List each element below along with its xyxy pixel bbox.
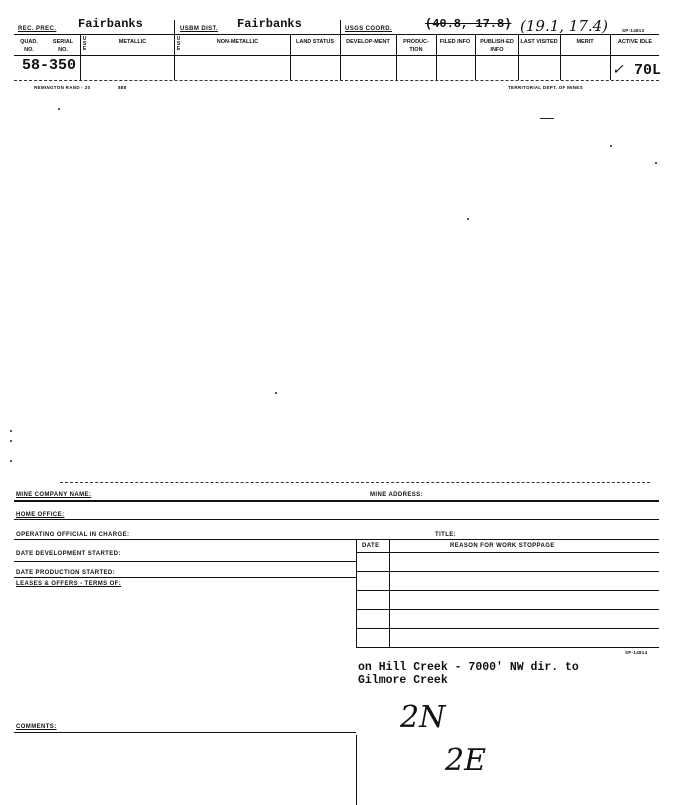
rule-home-office	[14, 519, 659, 520]
comments-label: COMMENTS:	[16, 724, 57, 730]
stoppage-reason-header: REASON FOR WORK STOPPAGE	[450, 543, 555, 549]
col-land-status: LAND STATUS	[296, 39, 334, 45]
usgs-coord-handwritten: (19.1, 17.4)	[520, 17, 609, 35]
col-development: DEVELOP-MENT	[346, 39, 390, 45]
location-note-line-2: Gilmore Creek	[358, 674, 448, 687]
printer-label: REMINGTON RAND - 20	[34, 85, 91, 90]
rule-official	[14, 539, 659, 540]
header-rule	[14, 34, 659, 35]
column-header-rule	[14, 55, 659, 56]
active-idle-value: 70L	[634, 62, 662, 79]
usbm-dist-label: USBM DIST.	[180, 26, 219, 32]
col-serial-no: SERIAL NO.	[52, 39, 74, 53]
rec-prec-value: Fairbanks	[78, 17, 143, 31]
col-last-visited: LAST VISITED	[520, 39, 558, 45]
printer-code: 888	[118, 85, 127, 90]
handwritten-range: 2E	[445, 743, 486, 778]
usbm-dist-value: Fairbanks	[237, 17, 302, 31]
handwritten-township: 2N	[400, 700, 446, 735]
col-non-metallic: NON-METALLIC	[216, 39, 259, 45]
quad-serial-value: 58-350	[22, 57, 77, 74]
lower-top-separator	[60, 482, 650, 483]
active-check-mark: ✓	[612, 62, 624, 78]
location-note	[358, 661, 579, 687]
leases-offers-label: LEASES & OFFERS - TERMS OF:	[16, 581, 122, 587]
col-active-idle: ACTIVE IDLE	[617, 39, 653, 45]
home-office-label: HOME OFFICE:	[16, 512, 65, 518]
col-use-nonmetallic: U S E	[176, 36, 181, 52]
rec-prec-label: REC. PREC.	[18, 26, 57, 32]
form-number-top: SP-14813	[622, 28, 645, 33]
department-label: TERRITORIAL DEPT. OF MINES	[508, 85, 583, 90]
col-use-metallic: U S E	[82, 36, 87, 52]
date-development-started-label: DATE DEVELOPMENT STARTED:	[16, 551, 121, 557]
lower-right-border	[356, 735, 357, 805]
row-separator	[14, 80, 659, 81]
usgs-coord-label: USGS COORD.	[345, 26, 393, 32]
date-production-started-label: DATE PRODUCTION STARTED:	[16, 570, 116, 576]
mine-address-label: MINE ADDRESS:	[370, 492, 423, 498]
col-metallic: METALLIC	[118, 39, 147, 45]
location-note-line-1: on Hill Creek - 7000' NW dir. to	[358, 661, 579, 674]
col-merit: MERIT	[576, 39, 594, 45]
header-divider	[340, 20, 341, 34]
operating-official-label: OPERATING OFFICIAL IN CHARGE:	[16, 532, 130, 538]
usgs-coord-struck: (40.8, 17.8)	[425, 17, 512, 31]
stoppage-table-divider	[389, 540, 390, 648]
header-divider	[174, 20, 175, 34]
col-production: PRODUC-TION	[403, 39, 429, 53]
rule-company	[14, 500, 659, 502]
col-filed-info: FILED INFO	[439, 39, 471, 45]
stoppage-table-left	[356, 540, 357, 648]
form-number-bottom: SP-14814	[625, 650, 648, 655]
col-quad-no: QUAD. NO.	[20, 39, 38, 53]
col-published-info: PUBLISH-ED INFO	[480, 39, 514, 53]
title-label: TITLE:	[435, 532, 457, 538]
mine-company-name-label: MINE COMPANY NAME:	[16, 492, 92, 498]
stoppage-date-header: DATE	[362, 543, 380, 549]
